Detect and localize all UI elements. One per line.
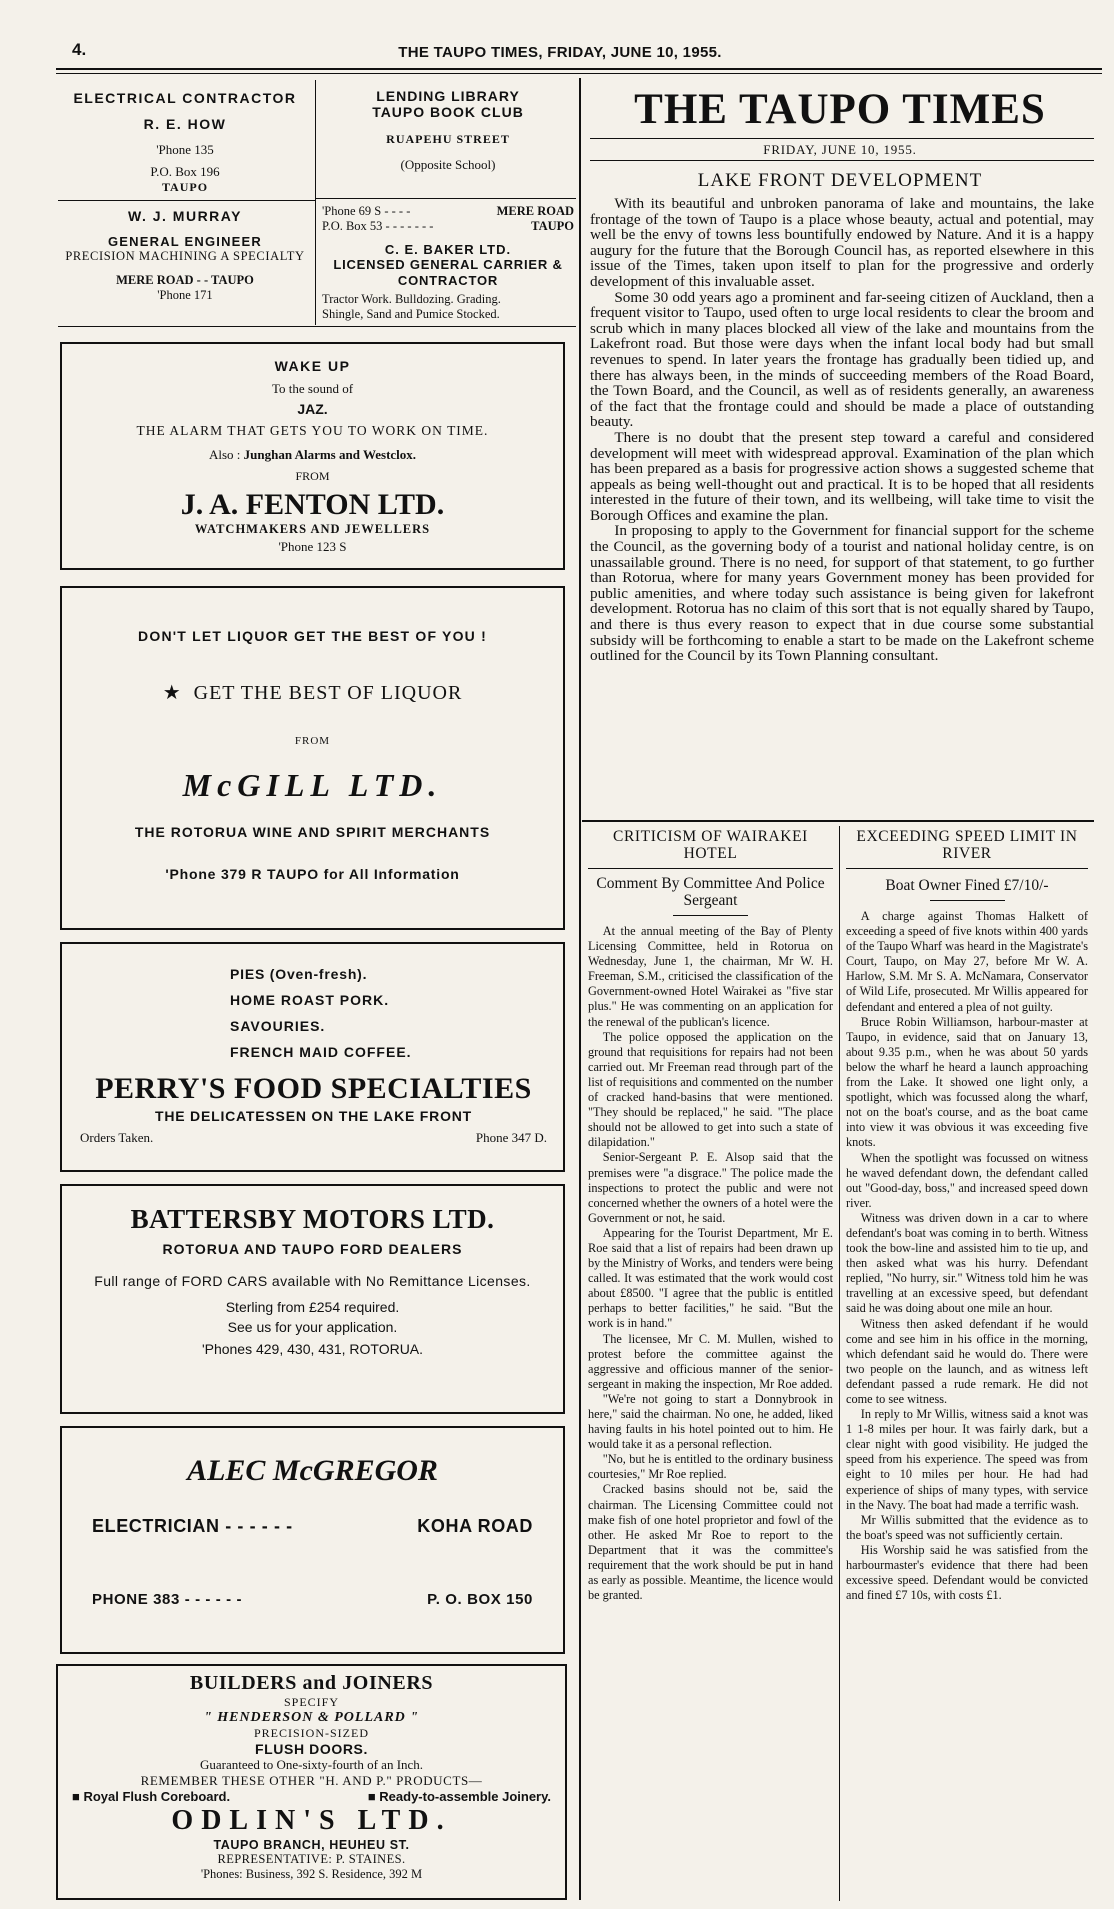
article-paragraph: Appearing for the Tourist Department, Mr E. Roe said that a list of repairs had been drawn up by the Ministry of Works, and tenders were being called. It was estimated that the work would cost about £8500. "I agree that the public is entitled perhaps to better facilities," he said. "But the work is in hand." <box>588 1225 833 1331</box>
article-paragraph: Witness was driven down in a car to where defendant's boat was coming in to berth. Witness took the bow-line and assisted him to tie up, and then asked what was his hurry. Defendant replied, "No hurry, sir." Witness told him he was travelling at an excessive speed, but defendant said he was doing about one mile an hour. <box>846 1210 1088 1316</box>
ad-note: (Opposite School) <box>400 157 496 172</box>
ad-phone: 'Phone 123 S <box>278 539 347 554</box>
article-paragraph: Mr Willis submitted that the evidence as to the boat's speed was not sufficiently certain. <box>846 1512 1088 1542</box>
ad-also-text: Junghan Alarms and Westclox. <box>243 447 417 462</box>
dateline-rule <box>590 160 1094 161</box>
ad-rep: REPRESENTATIVE: P. STAINES. <box>217 1852 406 1866</box>
ad-item: HOME ROAST PORK. <box>230 992 390 1008</box>
ad-mcgregor-electrician <box>60 1426 565 1654</box>
ad-title: GENERAL ENGINEER <box>107 234 263 249</box>
ad-phone: PHONE 383 - - - - - - <box>92 1591 243 1608</box>
ad-business-name: McGILL LTD. <box>182 767 443 803</box>
ad-product: ■ Royal Flush Coreboard. <box>72 1789 231 1804</box>
article-paragraph: His Worship said he was satisfied from the harbourmaster's evidence that there had been excessive speed. Defendant would be convicted and fined £7 10s, with costs £1. <box>846 1542 1088 1603</box>
center-column-rule <box>579 78 581 1900</box>
article-paragraph: The police opposed the application on the ground that requisitions for repairs had not been carried out. Mr Freeman read through part of the list of requisitions and commented on the number of cracked hand-basins that were mentioned. "They should be replaced," he said. "The place should not be allowed to get into such a state of dilapidation." <box>588 1029 833 1150</box>
nameplate: THE TAUPO TIMES <box>634 86 1046 133</box>
ad-line: Full range of FORD CARS available with No Remittance Licenses. <box>94 1273 531 1289</box>
ad-also-label: Also : <box>208 447 241 462</box>
article-body <box>588 924 833 1603</box>
ad-phone-row <box>92 1591 533 1608</box>
article-headline: CRITICISM OF WAIRAKEI HOTEL <box>613 828 808 862</box>
editorial-paragraph: There is no doubt that the present step toward a careful and considered development will meet with widespread approval. Examination of the plan which has been prepared as a basis for progressive action shows a suggested scheme that appeals as being well-thought out and practical. It is to be hoped that all residents interested in the future of their town, and its wellbeing, will take time to visit the Borough Offices and examine the plan. <box>590 428 1094 524</box>
ad-phone: 'Phone 379 R TAUPO for All Information <box>165 866 460 882</box>
ad-address: KOHA ROAD <box>417 1516 533 1536</box>
ad-sub: THE DELICATESSEN ON THE LAKE FRONT <box>154 1108 473 1124</box>
article-paragraph: Bruce Robin Williamson, harbour-master at Taupo, in evidence, said that on January 13, about 9.35 p.m., when he was about 50 yards below the wharf he heard a launch approaching from the Lake. It showed one light only, a spotlight, which was focussed along the wharf, not on the boat's course, and as the boat came into view it was obvious it was exceeding five knots. <box>846 1014 1088 1150</box>
ad-street: RUAPEHU STREET <box>386 132 510 146</box>
ad-phone: 'Phone 171 <box>157 288 213 302</box>
ad-phone: 'Phones: Business, 392 S. Residence, 392 M <box>200 1867 423 1881</box>
ad-footer-row <box>80 1130 547 1146</box>
article-paragraph: When the spotlight was focussed on witness he waved defendant down, the defendant called out "Good-day, boss," and increased speed down river. <box>846 1150 1088 1210</box>
ad-phone: 'Phone 135 <box>156 142 214 157</box>
ad-line: WAKE UP <box>274 358 351 374</box>
ad-from: FROM <box>294 735 331 747</box>
ad-branch: TAUPO BRANCH, HEUHEU ST. <box>213 1838 410 1852</box>
ad-baker-carrier <box>322 204 574 322</box>
ad-orders: Orders Taken. <box>80 1130 154 1145</box>
ad-fenton-jewellers <box>60 342 565 570</box>
headline-rule <box>846 868 1088 869</box>
ad-lending-library <box>320 86 576 173</box>
ad-item: PIES (Oven-fresh). <box>230 966 368 982</box>
editorial-paragraph: Some 30 odd years ago a prominent and far-seeing citizen of Auckland, then a frequent visitor to Taupo, used often to urge local residents to clear the broom and scrub which in many places blocked all view of the lake and mountains from the Lakefront road. But those were days when the infant local body had but small revenues to spend. In later years the frontage has gradually been tidied up, and there has always been, in the minds of succeeding members of the Road Board, the Town Board, and the Council, as well as of residents generally, an awareness of the fact that the frontage could and should be made a place of outstanding beauty. <box>590 288 1094 431</box>
ad-line: LENDING LIBRARY <box>376 88 520 104</box>
article-wairakei-hotel <box>588 828 833 1603</box>
ad-slogan: GET THE BEST OF LIQUOR <box>193 682 463 704</box>
ad-heading: ELECTRICAL CONTRACTOR <box>73 90 297 106</box>
ad-town: TAUPO <box>531 219 574 233</box>
divider <box>58 200 315 201</box>
ad-perrys-food <box>60 942 565 1172</box>
divider <box>58 326 576 327</box>
ad-line: TAUPO BOOK CLUB <box>372 104 524 120</box>
ad-business-name: J. A. FENTON LTD. <box>180 488 445 521</box>
dateline: FRIDAY, JUNE 10, 1955. <box>763 142 917 157</box>
article-paragraph: "We're not going to start a Donnybrook in here," said the chairman. No one, he added, liked having faults in his hotel pointed out to him. He would take it as a personal reflection. <box>588 1391 833 1452</box>
ad-line: Guaranteed to One-sixty-fourth of an Inch. <box>199 1757 424 1772</box>
ad-services: Tractor Work. Bulldozing. Grading. <box>322 292 501 306</box>
ad-heading: BUILDERS and JOINERS <box>189 1672 434 1694</box>
ad-electrical-contractor <box>60 86 310 195</box>
ad-sub: ROTORUA AND TAUPO FORD DEALERS <box>162 1241 463 1257</box>
ad-product-name: Ready-to-assemble Joinery. <box>379 1789 551 1804</box>
column-rule-articles <box>839 826 840 1901</box>
ad-phone: Phone 347 D. <box>475 1130 547 1145</box>
ad-trade: THE ROTORUA WINE AND SPIRIT MERCHANTS <box>134 824 491 840</box>
ad-business-name: BATTERSBY MOTORS LTD. <box>130 1204 495 1234</box>
ad-mcgill-liquor <box>60 586 565 930</box>
editorial-body <box>590 196 1094 664</box>
top-rule-thin <box>56 73 1102 74</box>
ad-line: REMEMBER THESE OTHER "H. AND P." PRODUCTS— <box>140 1773 483 1788</box>
ad-po-box: P.O. Box 196 <box>150 164 220 179</box>
ad-po-box: P. O. BOX 150 <box>427 1591 533 1608</box>
column-rule-small-ads <box>315 80 316 325</box>
ad-trade: WATCHMAKERS AND JEWELLERS <box>194 522 431 536</box>
editorial-paragraph: In proposing to apply to the Government for financial support for the scheme the Council, as the governing body of a tourist and national holiday centre, is on unassailable ground. There is no need, for support of that statement, to go further than Rotorua, where for many years Government money has been provided for public amenities, and where today such assistance is being given for lakefront development. Rotorua has no claim of this sort that is not equally shared by Taupo, and there is thus every reason to expect that in due course some substantial subsidy will be forthcoming to enable a start to be made on the Lakefront scheme outlined for the Council by its Town Planning consultant. <box>590 522 1094 665</box>
ad-trade: ELECTRICIAN - - - - - - <box>92 1516 293 1536</box>
ad-business-name: W. J. MURRAY <box>128 208 242 224</box>
ad-item: FRENCH MAID COFFEE. <box>230 1044 412 1060</box>
star-icon: ★ <box>162 682 182 704</box>
article-paragraph: Senior-Sergeant P. E. Alsop said that the premises were "a disgrace." The police made the inspections to protect the public and were not concerned whether the owners of a hotel were the Government or not, he said. <box>588 1150 833 1225</box>
article-paragraph: At the annual meeting of the Bay of Plenty Licensing Committee, held in Rotorua on Wednesday, June 1, the chairman, Mr W. H. Freeman, S.M., criticised the classification of the Government-owned Hotel Wairakei as "five star plus." He was commenting on an application for the renewal of the publican's licence. <box>588 924 833 1029</box>
ad-product-name: Royal Flush Coreboard. <box>83 1789 231 1804</box>
ad-slogan: THE ALARM THAT GETS YOU TO WORK ON TIME. <box>136 423 489 438</box>
ad-address: MERE ROAD - - TAUPO <box>116 273 254 287</box>
ad-business-name: R. E. HOW <box>143 116 227 132</box>
ad-line: DON'T LET LIQUOR GET THE BEST OF YOU ! <box>138 628 487 644</box>
running-head: THE TAUPO TIMES, FRIDAY, JUNE 10, 1955. <box>398 44 722 61</box>
ad-town: TAUPO <box>161 180 209 194</box>
article-speed-limit <box>846 828 1088 1603</box>
ad-product: ■ Ready-to-assemble Joinery. <box>367 1789 551 1804</box>
divider <box>316 198 576 199</box>
ad-line: JAZ. <box>297 401 328 417</box>
ad-item: SAVOURIES. <box>230 1018 326 1034</box>
ad-phone: 'Phone 69 S - - - - <box>322 204 411 218</box>
subhead-rule <box>673 915 748 916</box>
ad-from: FROM <box>295 469 330 483</box>
headline-rule <box>588 868 833 869</box>
ad-line: PRECISION-SIZED <box>253 1726 369 1740</box>
ad-business-name: ALEC McGREGOR <box>187 1454 438 1487</box>
nameplate-rule <box>590 138 1094 139</box>
ad-phone: 'Phones 429, 430, 431, ROTORUA. <box>201 1341 424 1357</box>
subhead-rule <box>930 900 1005 901</box>
article-paragraph: "No, but he is entitled to the ordinary business courtesies," Mr Roe replied. <box>588 1452 833 1482</box>
article-paragraph: Witness then asked defendant if he would come and see him in his office in the morning, which defendant said he would do. There were two people on the launch, and as witness left defendant passed a rude remark. He did not come to see witness. <box>846 1316 1088 1406</box>
ad-box-row <box>322 219 574 234</box>
article-headline: EXCEEDING SPEED LIMIT IN RIVER <box>856 828 1078 862</box>
ad-business-name: PERRY'S FOOD SPECIALTIES <box>95 1072 532 1105</box>
ad-specialty: PRECISION MACHINING A SPECIALTY <box>65 249 305 263</box>
ad-product: FLUSH DOORS. <box>255 1741 368 1757</box>
ad-odlins-builders <box>56 1664 567 1900</box>
editorial-headline: LAKE FRONT DEVELOPMENT <box>697 170 983 191</box>
ad-brand: " HENDERSON & POLLARD " <box>203 1710 420 1725</box>
section-rule <box>582 820 1094 822</box>
ad-products-row <box>58 1789 565 1804</box>
page-number: 4. <box>72 40 87 59</box>
ad-phone-row <box>322 204 574 219</box>
ad-address: MERE ROAD <box>496 204 574 218</box>
top-rule <box>56 68 1102 70</box>
ad-trade-row <box>92 1516 533 1537</box>
ad-services: Shingle, Sand and Pumice Stocked. <box>322 307 500 321</box>
article-subhead: Comment By Committee And Police Sergeant <box>596 875 825 909</box>
ad-business-name: ODLIN'S LTD. <box>171 1805 452 1836</box>
ad-po-box: P.O. Box 53 - - - - - - - <box>322 219 434 233</box>
article-paragraph: A charge against Thomas Halkett of exceeding a speed of five knots within 400 yards of the Taupo Wharf was heard in the Magistrate's Court, Taupo, on May 27, before Mr W. A. Harlow, S.M. Mr S. A. McNamara, Conservator of Wild Life, prosecuted. Mr Willis appeared for defendant and entered a plea of not guilty. <box>846 909 1088 1014</box>
ad-also <box>62 447 563 463</box>
article-paragraph: In reply to Mr Willis, witness said a knot was 1 1-8 miles per hour. It was fairly dark, but a clear night with good visibility. He judged the speed from his experience. The speed was from eight to 10 miles per hour. He had had experience of ships of many types, with service in the Navy. The boat had made a terrific wash. <box>846 1407 1088 1512</box>
article-paragraph: Cracked basins should not be, said the chairman. The Licensing Committee could not make fish of one hotel proprietor and fowl of the other. He asked Mr Roe to report to the Department that it was the committee's requirement that the work should be put in hand as early as possible. Meantime, the licence would be granted. <box>588 1482 833 1603</box>
ad-line: To the sound of <box>271 381 354 396</box>
ad-battersby-motors <box>60 1184 565 1414</box>
ad-title: LICENSED GENERAL CARRIER & CONTRACTOR <box>333 257 563 288</box>
ad-line: Sterling from £254 required. <box>225 1299 400 1315</box>
ad-line: SPECIFY <box>283 1695 340 1709</box>
article-subhead: Boat Owner Fined £7/10/- <box>885 877 1049 894</box>
ad-murray-engineer <box>60 208 310 303</box>
editorial-paragraph: With its beautiful and unbroken panorama of lake and mountains, the lake frontage of the town of Taupo is a place whose beauty, actual and potential, may well be the envy of towns less bountifully endowed by Nature. And it is a happy augury for the future that the Borough Council has, as reported elsewhere in this issue of the Times, taken upon itself to plan for the progressive and orderly development of this invaluable asset. <box>590 195 1094 290</box>
ad-line <box>62 680 563 705</box>
ad-business-name: C. E. BAKER LTD. <box>384 242 512 257</box>
article-paragraph: The licensee, Mr C. M. Mullen, wished to protest before the committee against the aggressive and officious manner of the senior-sergeant in making the inspection, Mr Roe added. <box>588 1331 833 1391</box>
ad-line: See us for your application. <box>227 1319 398 1335</box>
article-body <box>846 909 1088 1603</box>
